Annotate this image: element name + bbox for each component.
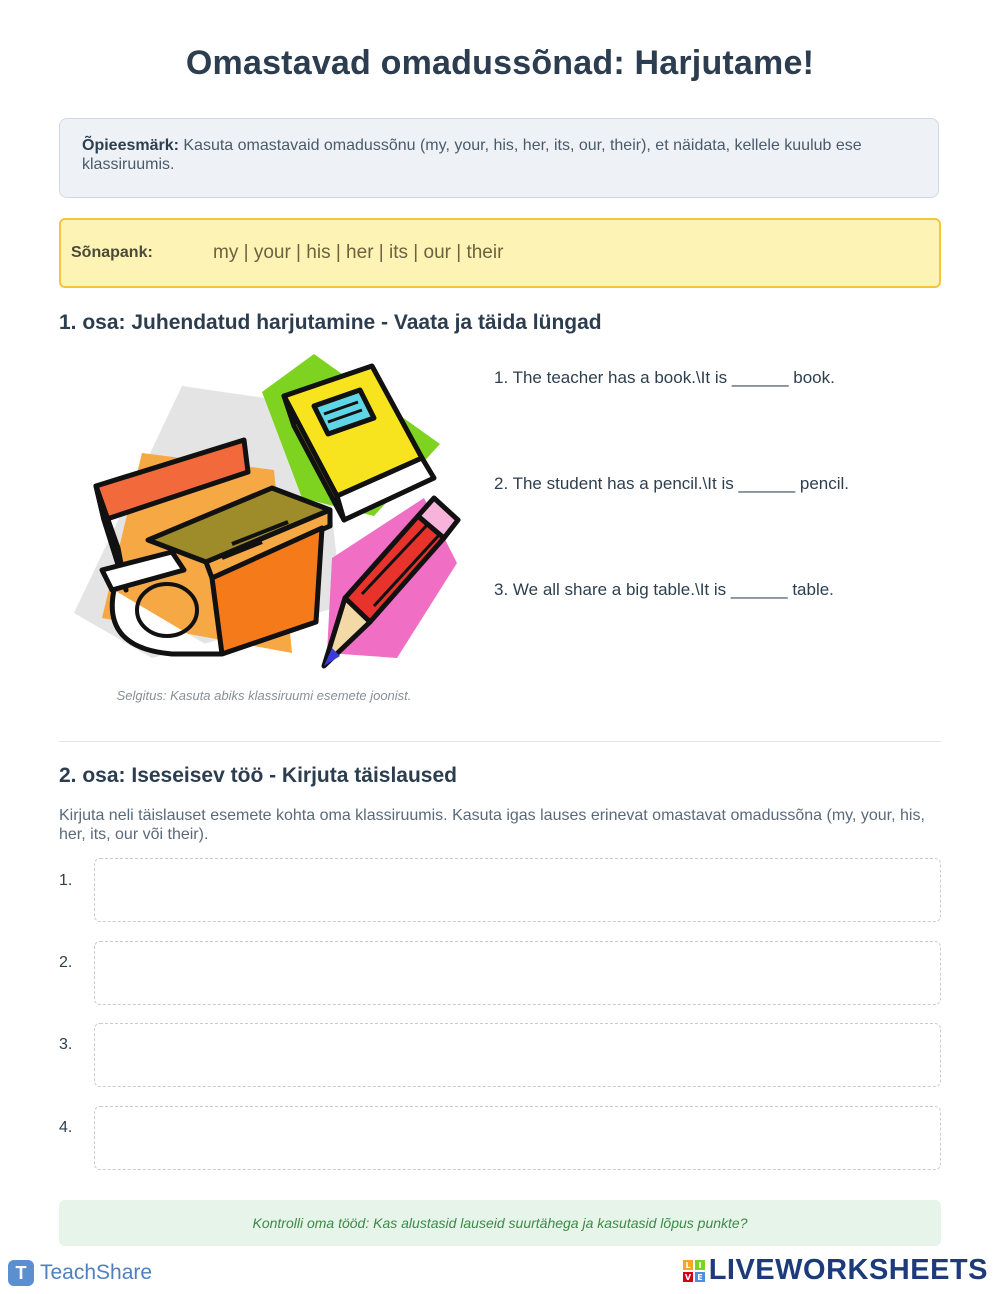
lw-mark-e: E bbox=[696, 1272, 703, 1282]
illustration-caption: Selgitus: Kasuta abiks klassiruumi esemete joonist. bbox=[116, 688, 412, 703]
teachshare-name: TeachShare bbox=[40, 1261, 153, 1284]
word-bank-label: Sõnapank: bbox=[71, 244, 153, 261]
word-bank bbox=[59, 218, 941, 288]
section-divider bbox=[59, 741, 941, 742]
lw-mark-v: V bbox=[684, 1272, 691, 1282]
lw-mark-i: I bbox=[698, 1260, 702, 1270]
answer-number-2: 2. bbox=[59, 954, 73, 971]
answer-number-3: 3. bbox=[59, 1036, 73, 1053]
part2-instructions: Kirjuta neli täislauset esemete kohta oma klassiruumis. Kasuta igas lauses erinevat omastavat omadussõna (my, your, his, her, its, our või their). bbox=[59, 807, 925, 843]
objective-text: Kasuta omastavaid omadussõnu (my, your, his, her, its, our, their), et näidata, kellele kuulub ese klassiruumis. bbox=[82, 137, 862, 173]
word-bank-words: my | your | his | her | its | our | their bbox=[213, 242, 504, 263]
lw-mark-l: L bbox=[685, 1260, 691, 1270]
teachshare-icon: T bbox=[8, 1260, 34, 1286]
answer-number-4: 4. bbox=[59, 1119, 73, 1136]
page-title: Omastavad omadussõnad: Harjutame! bbox=[185, 44, 815, 82]
answer-number-1: 1. bbox=[59, 872, 73, 889]
answer-field-3[interactable] bbox=[94, 1023, 941, 1087]
self-check-note: Kontrolli oma tööd: Kas alustasid lauseid suurtähega ja kasutasid lõpus punkte? bbox=[59, 1200, 941, 1246]
part1-heading: 1. osa: Juhendatud harjutamine - Vaata ja täida lüngad bbox=[59, 311, 602, 334]
teachshare-logo[interactable] bbox=[8, 1260, 152, 1286]
question-3: 3. We all share a big table.\It is ______ table. bbox=[494, 580, 834, 599]
liveworksheets-icon bbox=[683, 1260, 705, 1282]
objective-label: Õpieesmärk: bbox=[82, 137, 179, 154]
liveworksheets-logo[interactable] bbox=[683, 1254, 988, 1287]
question-1: 1. The teacher has a book.\It is ______ book. bbox=[494, 368, 835, 387]
question-2: 2. The student has a pencil.\It is ______ pencil. bbox=[494, 474, 850, 493]
learning-objective bbox=[59, 118, 939, 198]
answer-field-1[interactable] bbox=[94, 858, 941, 922]
part2-heading: 2. osa: Iseseisev töö - Kirjuta täislaused bbox=[59, 764, 457, 787]
classroom-objects-illustration bbox=[62, 348, 472, 678]
liveworksheets-name: LIVEWORKSHEETS bbox=[708, 1254, 988, 1286]
answer-field-2[interactable] bbox=[94, 941, 941, 1005]
answer-field-4[interactable] bbox=[94, 1106, 941, 1170]
